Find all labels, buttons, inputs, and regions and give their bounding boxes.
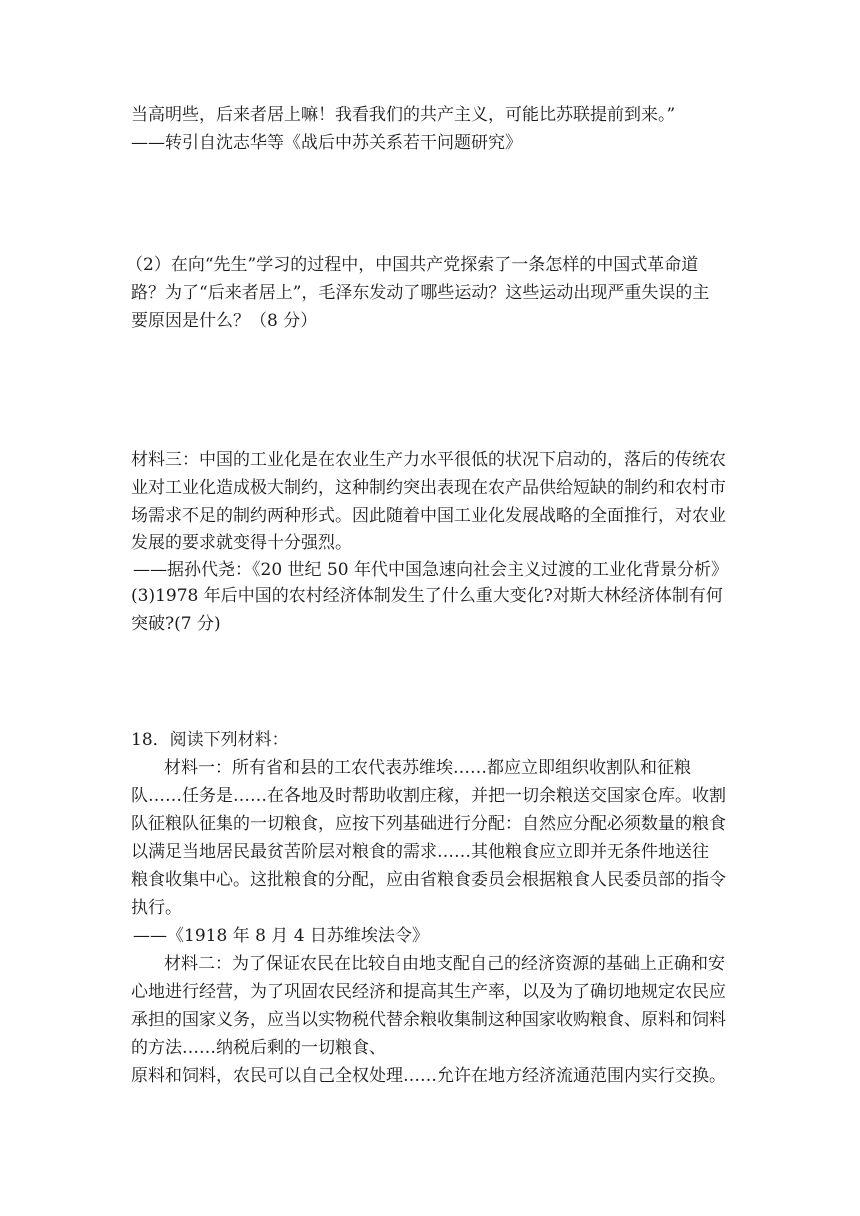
question-2-line: 路？为了“后来者居上”，毛泽东发动了哪些运动？这些运动出现严重失误的主 [131,283,710,303]
material-3-line: 业对工业化造成极大制约，这种制约突出表现在农产品供给短缺的制约和农村市 [131,478,726,498]
material-1-line: 材料一：所有省和县的工农代表苏维埃……都应立即组织收割队和征粮 [164,758,691,778]
material-1-line: 队……任务是……在各地及时帮助收割庄稼，并把一切余粮送交国家仓库。收割 [131,786,726,806]
quote-line: 当高明些，后来者居上嘛！我看我们的共产主义，可能比苏联提前到来。” [131,105,676,125]
material-2-line: 原料和饲料，农民可以自己全权处理……允许在地方经济流通范围内实行交换。 [131,1066,726,1086]
question-2-line: （2）在向“先生”学习的过程中，中国共产党探索了一条怎样的中国式革命道 [126,255,699,275]
material-1-line: 执行。 [131,898,182,918]
material-2-line: 心地进行经营，为了巩固农民经济和提高其生产率，以及为了确切地规定农民应 [131,982,726,1002]
material-1-citation: ——《1918 年 8 月 4 日苏维埃法令》 [133,926,429,946]
material-2-line: 材料二：为了保证农民在比较自由地支配自己的经济资源的基础上正确和安 [164,954,725,974]
question-2-line: 要原因是什么？（8 分） [131,311,318,331]
material-3-line: 场需求不足的制约两种形式。因此随着中国工业化发展战略的全面推行，对农业 [131,506,726,526]
material-3-citation: ——据孙代尧：《20 世纪 50 年代中国急速向社会主义过渡的工业化背景分析》 [133,560,728,580]
material-3-line: 材料三：中国的工业化是在农业生产力水平很低的状况下启动的，落后的传统农 [131,450,726,470]
material-1-line: 粮食收集中心。这批粮食的分配，应由省粮食委员会根据粮食人民委员部的指令 [131,870,726,890]
question-18-heading: 18．阅读下列材料： [131,730,289,750]
material-2-line: 的方法……纳税后剩的一切粮食、 [131,1038,386,1058]
material-2-line: 承担的国家义务，应当以实物税代替余粮收集制这种国家收购粮食、原料和饲料 [131,1010,726,1030]
material-1-line: 队征粮队征集的一切粮食，应按下列基础进行分配：自然应分配必须数量的粮食 [131,814,726,834]
question-3-line: 突破?(7 分) [131,614,221,634]
material-1-line: 以满足当地居民最贫苦阶层对粮食的需求……其他粮食应立即并无条件地送往 [131,842,709,862]
quote-citation: ——转引自沈志华等《战后中苏关系若干问题研究》 [131,133,522,153]
material-3-line: 发展的要求就变得十分强烈。 [131,533,352,553]
question-3-line: (3)1978 年后中国的农村经济体制发生了什么重大变化?对斯大林经济体制有何 [131,586,723,606]
